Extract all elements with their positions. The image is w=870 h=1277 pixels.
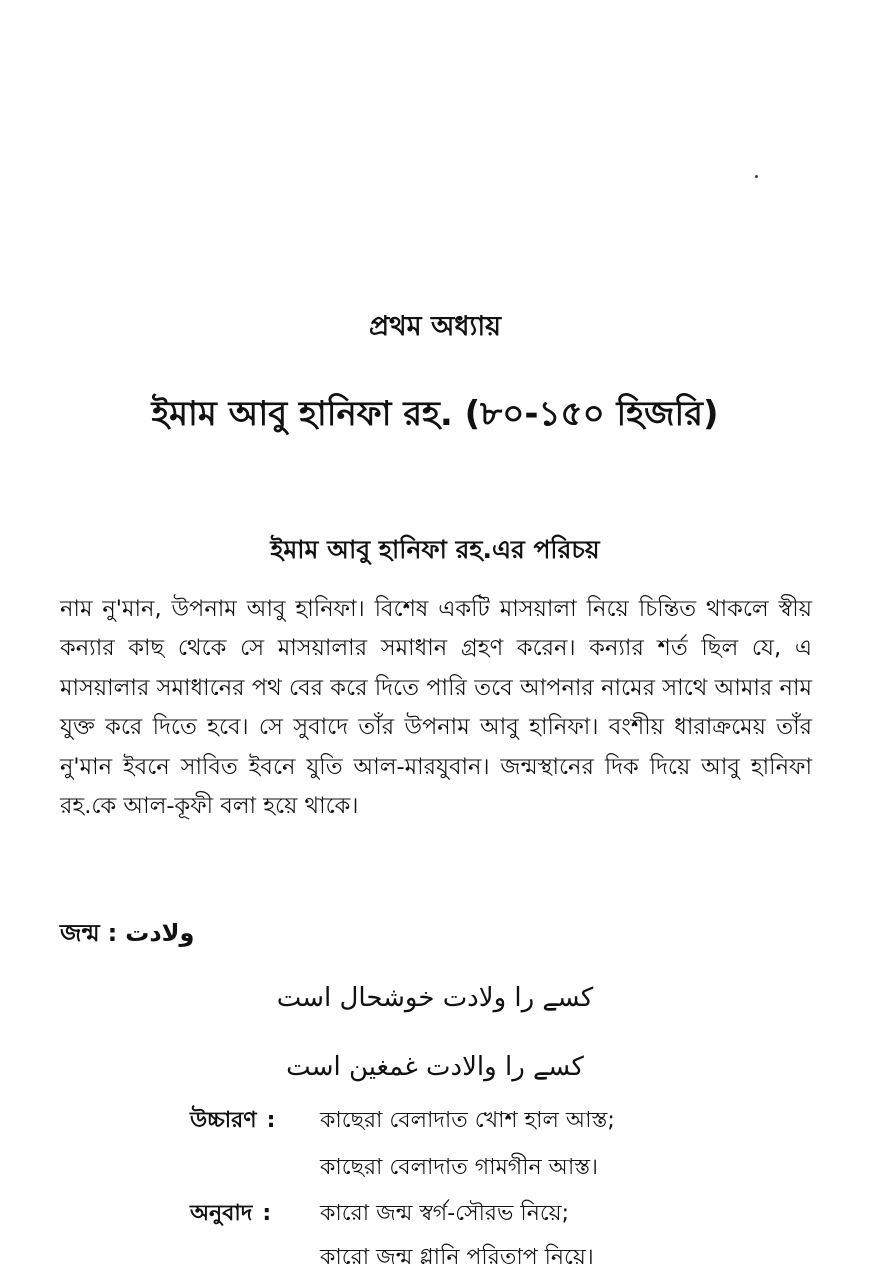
translation-label-row — [190, 1196, 271, 1233]
birth-colon: : — [107, 919, 118, 947]
pronunciation-label: উচ্চারণ — [190, 1108, 257, 1133]
birth-arabic-term: ولادت — [125, 919, 195, 947]
chapter-label: প্রথম অধ্যায় — [368, 311, 502, 342]
pronunciation-line-2: কাছেরা বেলাদাত গামগীন আস্ত। — [320, 1155, 598, 1180]
birth-row — [60, 915, 194, 955]
birth-label: জন্ম — [60, 919, 100, 947]
pronunciation-label-row — [190, 1103, 275, 1140]
translation-colon: : — [262, 1201, 272, 1226]
pronunciation-line-1: কাছেরা বেলাদাত খোশ হাল আস্ত; — [320, 1108, 615, 1133]
persian-verse-line-1: کسے را ولادت خوشحال است — [276, 983, 594, 1013]
section-heading: ইমাম আবু হানিফা রহ.এর পরিচয় — [270, 535, 600, 564]
persian-verse-line-2: کسے را والادت غمغین است — [286, 1052, 584, 1082]
translation-label: অনুবাদ — [190, 1201, 253, 1226]
translation-line-1: কারো জন্ম স্বর্গ-সৌরভ নিয়ে; — [320, 1201, 570, 1226]
translation-line-2: কারো জন্ম গ্লানি পরিতাপ নিয়ে। — [320, 1245, 594, 1270]
pronunciation-colon: : — [266, 1108, 276, 1133]
chapter-title: ইমাম আবু হানিফা রহ. (৮০-১৫০ হিজরি) — [151, 394, 719, 434]
biography-paragraph: নাম নু'মান, উপনাম আবু হানিফা। বিশেষ একটি মাসয়ালা নিয়ে চিন্তিত থাকলে স্বীয় কন্যার কাছ থেকে সে মাসয়ালার সমাধান গ্রহণ করেন। কন্যার শর্ত ছিল যে, এ মাসয়ালার সমাধানের পথ বের করে দিতে পারি তবে আপনার নামের সাথে আমার নাম যুক্ত করে দিতে হবে। সে সুবাদে তাঁর উপনাম আবু হানিফা। বংশীয় ধারাক্রমেয় তাঁর নু'মান ইবনে সাবিত ইবনে যুতি আল-মারযুবান। জন্মস্থানের দিক দিয়ে আবু হানিফা রহ.কে আল-কূফী বলা হয়ে থাকে। — [60, 596, 812, 820]
print-speck — [755, 175, 758, 178]
